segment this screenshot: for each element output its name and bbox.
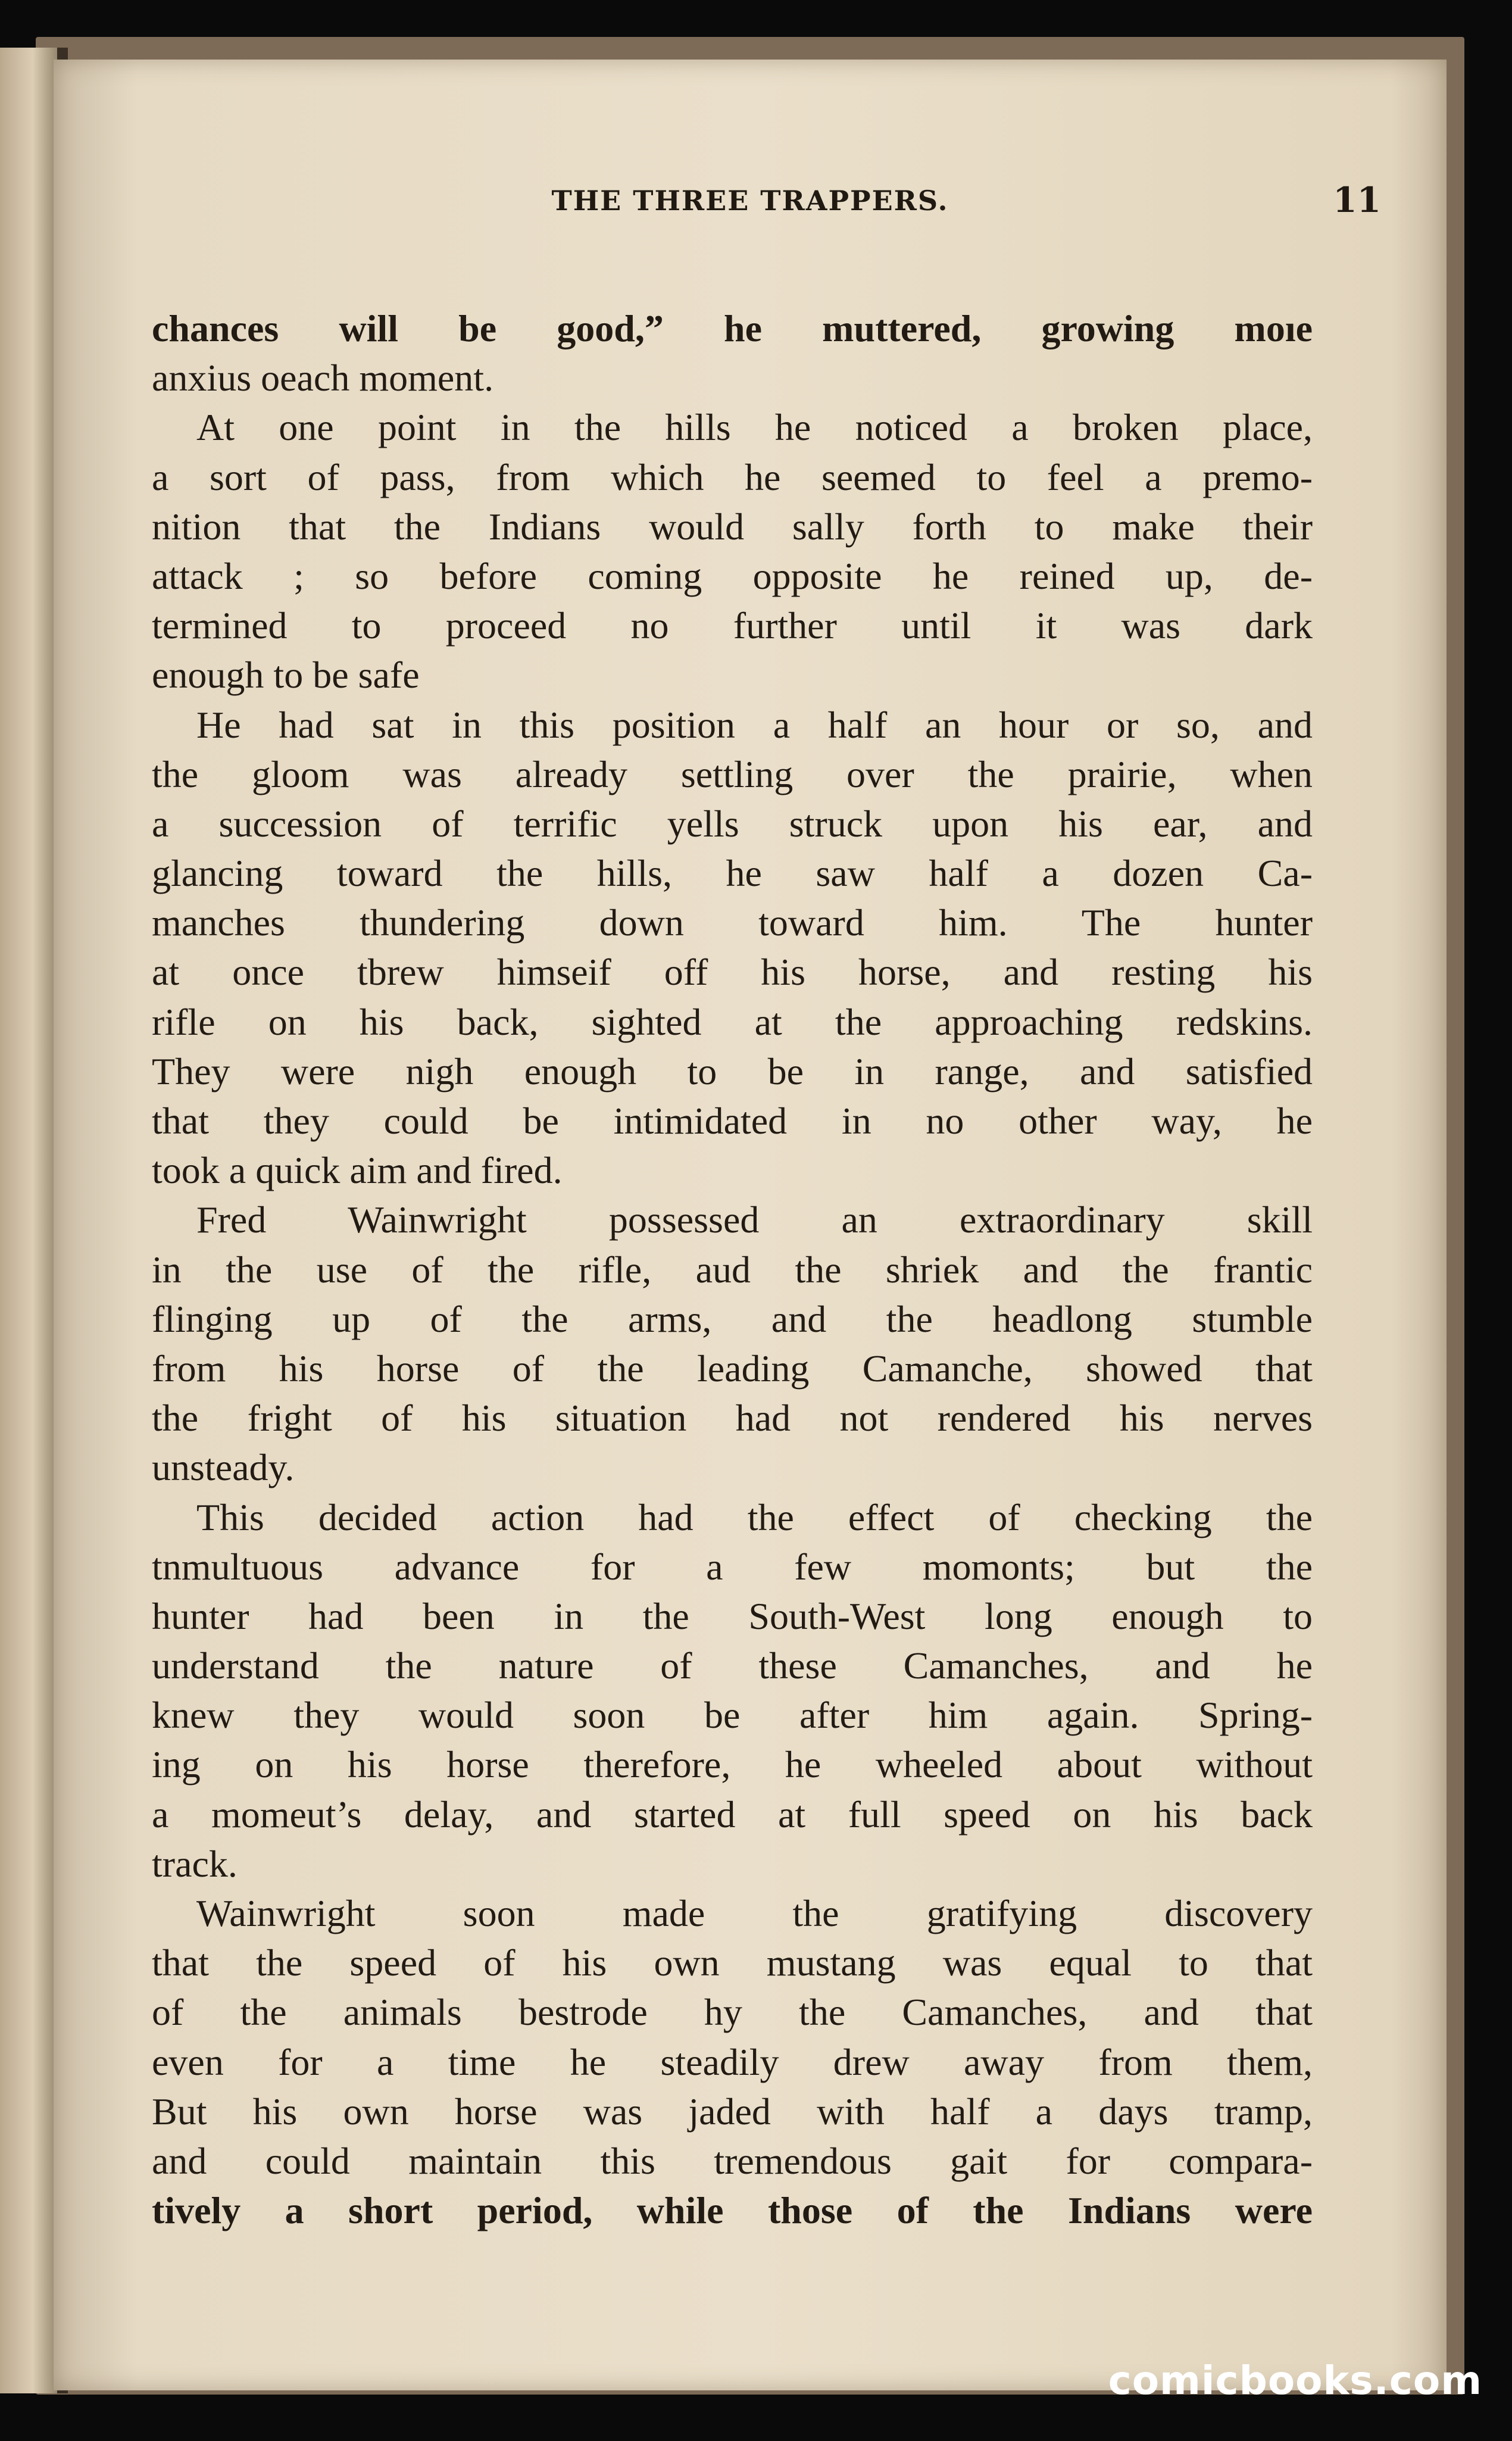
book-page [54,60,1447,2390]
text-line: manches thundering down toward him. The hunter [152,901,1313,944]
text-line: track. [152,1842,238,1885]
text-line: ing on his horse therefore, he wheeled about without [152,1743,1313,1786]
text-line: hunter had been in the South-West long enough to [152,1594,1313,1637]
text-line: at once tbrew himseif off his horse, and resting his [152,951,1313,994]
text-line: Fred Wainwright possessed an extraordinary skill [196,1198,1313,1241]
text-line: even for a time he steadily drew away from them, [152,2040,1313,2083]
text-line: glancing toward the hills, he saw half a dozen Ca- [152,852,1313,895]
text-line: tively a short period, while those of the Indians were [152,2189,1313,2232]
text-line: flinging up of the arms, and the headlong stumble [152,1297,1313,1340]
text-line: tnmultuous advance for a few momonts; but the [152,1545,1313,1588]
page-number: 11 [1333,180,1381,220]
text-line: unsteady. [152,1446,295,1489]
facing-page-edge [0,48,60,2393]
text-line: a momeut’s delay, and started at full speed on his back [152,1793,1313,1836]
text-line: attack ; so before coming opposite he reined up, de- [152,554,1313,597]
text-line: nition that the Indians would sally forth to make their [152,505,1313,548]
text-line: understand the nature of these Camanches, and he [152,1644,1313,1687]
text-line: the fright of his situation had not rendered his nerves [152,1397,1313,1440]
text-line: This decided action had the effect of checking the [196,1496,1313,1538]
text-line: chances will be good,” he muttered, growing moıe [152,307,1313,349]
text-line: anxius oeach moment. [152,357,494,399]
text-line: Wainwright soon made the gratifying discovery [196,1892,1313,1934]
text-line: a sort of pass, from which he seemed to feel a premo- [152,455,1313,498]
text-line: At one point in the hills he noticed a broken place, [196,406,1313,449]
text-line: They were nigh enough to be in range, and satisfied [152,1050,1313,1092]
text-line: that they could be intimidated in no other way, he [152,1100,1313,1142]
text-line: from his horse of the leading Camanche, showed that [152,1347,1313,1390]
text-line: a succession of terrific yells struck upon his ear, and [152,802,1313,845]
text-line: knew they would soon be after him again. Spring- [152,1694,1313,1737]
text-line: But his own horse was jaded with half a days tramp, [152,2090,1313,2133]
running-head [54,180,1447,232]
text-line: of the animals bestrode hy the Camanches, and that [152,1991,1313,2034]
text-line: the gloom was already settling over the prairie, when [152,753,1313,795]
text-line: termined to proceed no further until it was dark [152,604,1313,647]
text-line: and could maintain this tremendous gait for compara- [152,2139,1313,2182]
body-text [152,304,1313,2235]
running-title: THE THREE TRAPPERS. [551,185,949,217]
text-line: rifle on his back, sighted at the approaching redskins. [152,1000,1313,1043]
text-line: that the speed of his own mustang was equal to that [152,1941,1313,1984]
watermark-text: comicbooks.com [1108,2358,1482,2403]
text-line: enough to be safe [152,654,420,697]
text-line: He had sat in this position a half an hour or so, and [196,703,1313,746]
text-line: in the use of the rifle, aud the shriek and the frantic [152,1248,1313,1291]
text-line: took a quick aim and fired. [152,1149,563,1192]
